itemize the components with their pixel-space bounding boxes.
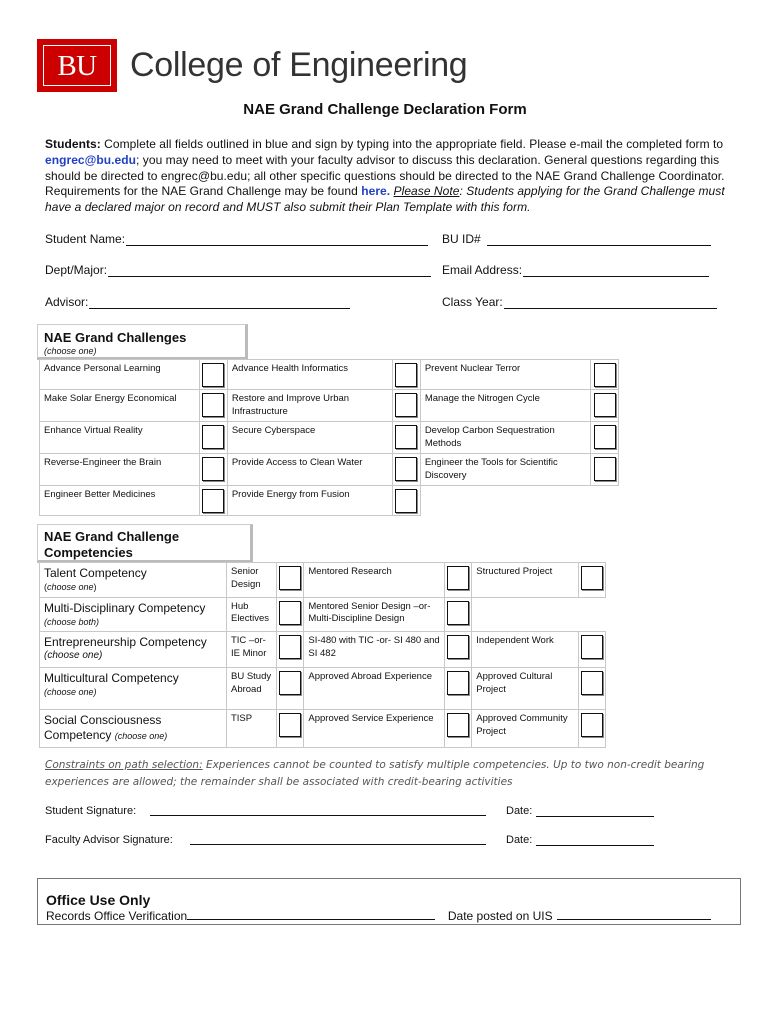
challenge-checkbox-cell	[392, 454, 420, 486]
competency-option: Approved Cultural Project	[472, 668, 579, 710]
office-title: Office Use Only	[46, 892, 151, 908]
class-year-label: Class Year:	[442, 295, 503, 309]
office-row	[46, 909, 711, 923]
office-use-box	[37, 878, 741, 925]
table-row	[40, 486, 619, 516]
empty-cell	[472, 597, 579, 632]
checkbox[interactable]	[202, 489, 224, 513]
competency-checkbox-cell	[445, 710, 472, 748]
bu-id-label: BU ID#	[442, 232, 481, 246]
date-posted-label: Date posted on UIS	[447, 909, 553, 923]
student-name-field[interactable]	[45, 232, 428, 246]
table-row	[40, 597, 606, 632]
checkbox[interactable]	[395, 393, 417, 417]
challenge-checkbox-cell	[199, 486, 227, 516]
empty-cell	[591, 486, 619, 516]
challenge-option: Engineer the Tools for Scientific Discovery	[420, 454, 590, 486]
here-link[interactable]: here.	[361, 184, 391, 199]
competency-label-cell	[40, 710, 227, 748]
competency-checkbox-cell	[445, 563, 472, 598]
student-date-line[interactable]	[536, 816, 654, 817]
competency-option: Approved Abroad Experience	[304, 668, 445, 710]
checkbox[interactable]	[594, 393, 616, 417]
student-date-label: Date:	[506, 805, 533, 817]
checkbox[interactable]	[279, 601, 301, 625]
competency-option: Mentored Senior Design –or- Multi-Discipline Design	[304, 597, 445, 632]
intro-paragraph	[45, 137, 735, 216]
constraints-text: Experiences cannot be counted to satisfy multiple competencies. Up to two non-credit bearing experiences are allowed; the remainder shall be associated with credit-bearing activities	[45, 759, 705, 788]
records-verification-line[interactable]	[187, 909, 435, 920]
student-signature-line[interactable]	[150, 815, 486, 816]
college-name: College of Engineering	[130, 46, 468, 84]
challenge-checkbox-cell	[199, 390, 227, 422]
intro-part2: ; you may need to meet with your faculty advisor to discuss this declaration. General questions regarding this should be directed to engrec@bu.edu; all other specific questions should be directed to the NAE Grand Challenge Coordinator. Requirements for the NAE Grand Challenge may be found	[45, 152, 725, 199]
challenge-checkbox-cell	[392, 390, 420, 422]
challenge-checkbox-cell	[392, 422, 420, 454]
email-link[interactable]: engrec@bu.edu	[45, 152, 137, 167]
checkbox[interactable]	[594, 363, 616, 387]
competency-checkbox-cell	[277, 632, 304, 668]
checkbox[interactable]	[581, 635, 603, 659]
constraints-note	[45, 757, 745, 791]
bu-id-field[interactable]	[442, 232, 711, 246]
challenge-option: Secure Cyberspace	[227, 422, 392, 454]
table-row	[40, 632, 606, 668]
challenge-checkbox-cell	[591, 360, 619, 390]
challenge-checkbox-cell	[199, 422, 227, 454]
challenge-option: Provide Access to Clean Water	[227, 454, 392, 486]
competency-label-cell	[40, 632, 227, 668]
note-text: : Students applying for the Grand Challenge must have a declared major on record and MUST also submit their Plan Template with this form.	[45, 184, 725, 215]
table-row	[40, 422, 619, 454]
challenge-checkbox-cell	[392, 486, 420, 516]
competency-label-cell	[40, 668, 227, 710]
table-row	[40, 360, 619, 390]
competency-label: Entrepreneurship Competency	[44, 635, 207, 649]
competency-checkbox-cell	[578, 563, 605, 598]
competency-sub: (choose one)	[44, 650, 103, 661]
class-year-line[interactable]	[504, 297, 717, 309]
challenge-option: Develop Carbon Sequestration Methods	[420, 422, 590, 454]
competency-label-text: Social Consciousness Competency	[44, 713, 162, 742]
checkbox[interactable]	[395, 457, 417, 481]
student-name-line[interactable]	[126, 234, 428, 246]
challenge-checkbox-cell	[392, 360, 420, 390]
checkbox[interactable]	[279, 635, 301, 659]
bu-logo-text: BU	[43, 45, 111, 86]
student-signature-label: Student Signature:	[45, 805, 137, 817]
faculty-signature-line[interactable]	[190, 844, 486, 845]
challenges-table	[39, 359, 619, 516]
checkbox[interactable]	[447, 635, 469, 659]
empty-cell	[578, 597, 605, 632]
table-row	[40, 390, 619, 422]
challenge-checkbox-cell	[591, 422, 619, 454]
competency-option: Structured Project	[472, 563, 579, 598]
challenge-option: Enhance Virtual Reality	[40, 422, 200, 454]
form-title: NAE Grand Challenge Declaration Form	[243, 101, 527, 118]
competency-label: Multi-Disciplinary Competency	[44, 600, 206, 615]
table-row	[40, 563, 606, 598]
competency-checkbox-cell	[578, 632, 605, 668]
competency-option: Independent Work	[472, 632, 579, 668]
challenge-checkbox-cell	[199, 454, 227, 486]
advisor-label: Advisor:	[45, 295, 89, 309]
email-address-label: Email Address:	[442, 263, 523, 277]
challenge-checkbox-cell	[591, 390, 619, 422]
competencies-header-box	[37, 524, 253, 563]
competency-checkbox-cell	[445, 632, 472, 668]
class-year-field[interactable]	[442, 295, 717, 309]
faculty-date-label: Date:	[506, 834, 533, 846]
checkbox[interactable]	[279, 713, 301, 737]
intro-part1: Complete all fields outlined in blue and sign by typing into the appropriate field. Please e-mail the completed form to	[100, 137, 724, 151]
empty-cell	[420, 486, 590, 516]
bu-logo	[37, 39, 117, 92]
competency-sub: (choose both)	[44, 616, 100, 627]
challenge-checkbox-cell	[199, 360, 227, 390]
challenges-note: (choose one)	[44, 346, 97, 356]
competency-label: Multicultural Competency	[44, 671, 179, 685]
checkbox[interactable]	[202, 457, 224, 481]
competency-sub-text: choose one	[47, 582, 94, 592]
checkbox[interactable]	[447, 601, 469, 625]
faculty-date-line[interactable]	[536, 845, 654, 846]
checkbox[interactable]	[202, 393, 224, 417]
checkbox[interactable]	[447, 713, 469, 737]
checkbox[interactable]	[594, 457, 616, 481]
challenge-option: Manage the Nitrogen Cycle	[420, 390, 590, 422]
checkbox[interactable]	[447, 566, 469, 590]
checkbox[interactable]	[581, 713, 603, 737]
please-note: Please Note	[393, 184, 460, 199]
competency-option: TIC –or- IE Minor	[226, 632, 276, 668]
competencies-title-line1: NAE Grand Challenge	[44, 529, 180, 544]
challenge-option: Advance Personal Learning	[40, 360, 200, 390]
records-verification-label: Records Office Verification	[46, 909, 188, 923]
table-row	[40, 668, 606, 710]
competencies-title	[44, 529, 179, 561]
student-name-label: Student Name:	[45, 232, 126, 246]
advisor-line[interactable]	[89, 297, 350, 309]
challenges-header-box	[37, 324, 248, 360]
table-row	[40, 710, 606, 748]
competency-option: Approved Service Experience	[304, 710, 445, 748]
checkbox[interactable]	[581, 671, 603, 695]
faculty-signature-label: Faculty Advisor Signature:	[45, 834, 173, 846]
competency-checkbox-cell	[445, 668, 472, 710]
bu-id-line[interactable]	[487, 234, 711, 246]
competency-label: Talent Competency	[44, 566, 147, 580]
email-address-line[interactable]	[523, 265, 709, 277]
competency-checkbox-cell	[277, 668, 304, 710]
competency-option: BU Study Abroad	[226, 668, 276, 710]
competency-option: Senior Design	[226, 563, 276, 598]
checkbox[interactable]	[279, 671, 301, 695]
challenge-option: Reverse-Engineer the Brain	[40, 454, 200, 486]
competency-option: Hub Electives	[226, 597, 276, 632]
challenge-option: Advance Health Informatics	[227, 360, 392, 390]
competency-checkbox-cell	[578, 668, 605, 710]
students-label: Students:	[45, 137, 101, 151]
checkbox[interactable]	[279, 566, 301, 590]
challenge-option: Make Solar Energy Economical	[40, 390, 200, 422]
competency-option: SI-480 with TIC -or- SI 480 and SI 482	[304, 632, 445, 668]
dept-major-field[interactable]	[45, 263, 431, 277]
checkbox[interactable]	[395, 363, 417, 387]
competency-option: Approved Community Project	[472, 710, 579, 748]
competency-option: Mentored Research	[304, 563, 445, 598]
competency-checkbox-cell	[277, 597, 304, 632]
dept-major-line[interactable]	[108, 265, 431, 277]
checkbox[interactable]	[594, 425, 616, 449]
competency-label-cell	[40, 597, 227, 632]
competency-sub: (choose one)	[44, 687, 97, 697]
advisor-field[interactable]	[45, 295, 350, 309]
checkbox[interactable]	[395, 489, 417, 513]
checkbox[interactable]	[395, 425, 417, 449]
competency-sub: (choose one)	[44, 582, 97, 592]
challenges-title: NAE Grand Challenges	[44, 330, 187, 345]
competency-label-cell	[40, 563, 227, 598]
checkbox[interactable]	[202, 425, 224, 449]
table-row	[40, 454, 619, 486]
competency-label	[44, 713, 222, 744]
challenge-option: Prevent Nuclear Terror	[420, 360, 590, 390]
competency-checkbox-cell	[277, 563, 304, 598]
challenge-option: Provide Energy from Fusion	[227, 486, 392, 516]
challenge-option: Engineer Better Medicines	[40, 486, 200, 516]
challenge-option: Restore and Improve Urban Infrastructure	[227, 390, 392, 422]
competencies-table	[39, 562, 606, 748]
challenge-checkbox-cell	[591, 454, 619, 486]
checkbox[interactable]	[202, 363, 224, 387]
competency-sub: (choose one)	[114, 731, 168, 741]
checkbox[interactable]	[447, 671, 469, 695]
email-address-field[interactable]	[442, 263, 709, 277]
competency-option: TISP	[226, 710, 276, 748]
competency-checkbox-cell	[578, 710, 605, 748]
competency-checkbox-cell	[445, 597, 472, 632]
competency-checkbox-cell	[277, 710, 304, 748]
competencies-title-line2: Competencies	[44, 545, 133, 560]
date-posted-line[interactable]	[557, 909, 711, 920]
dept-major-label: Dept/Major:	[45, 263, 108, 277]
checkbox[interactable]	[581, 566, 603, 590]
constraints-label: Constraints on path selection:	[45, 759, 203, 771]
